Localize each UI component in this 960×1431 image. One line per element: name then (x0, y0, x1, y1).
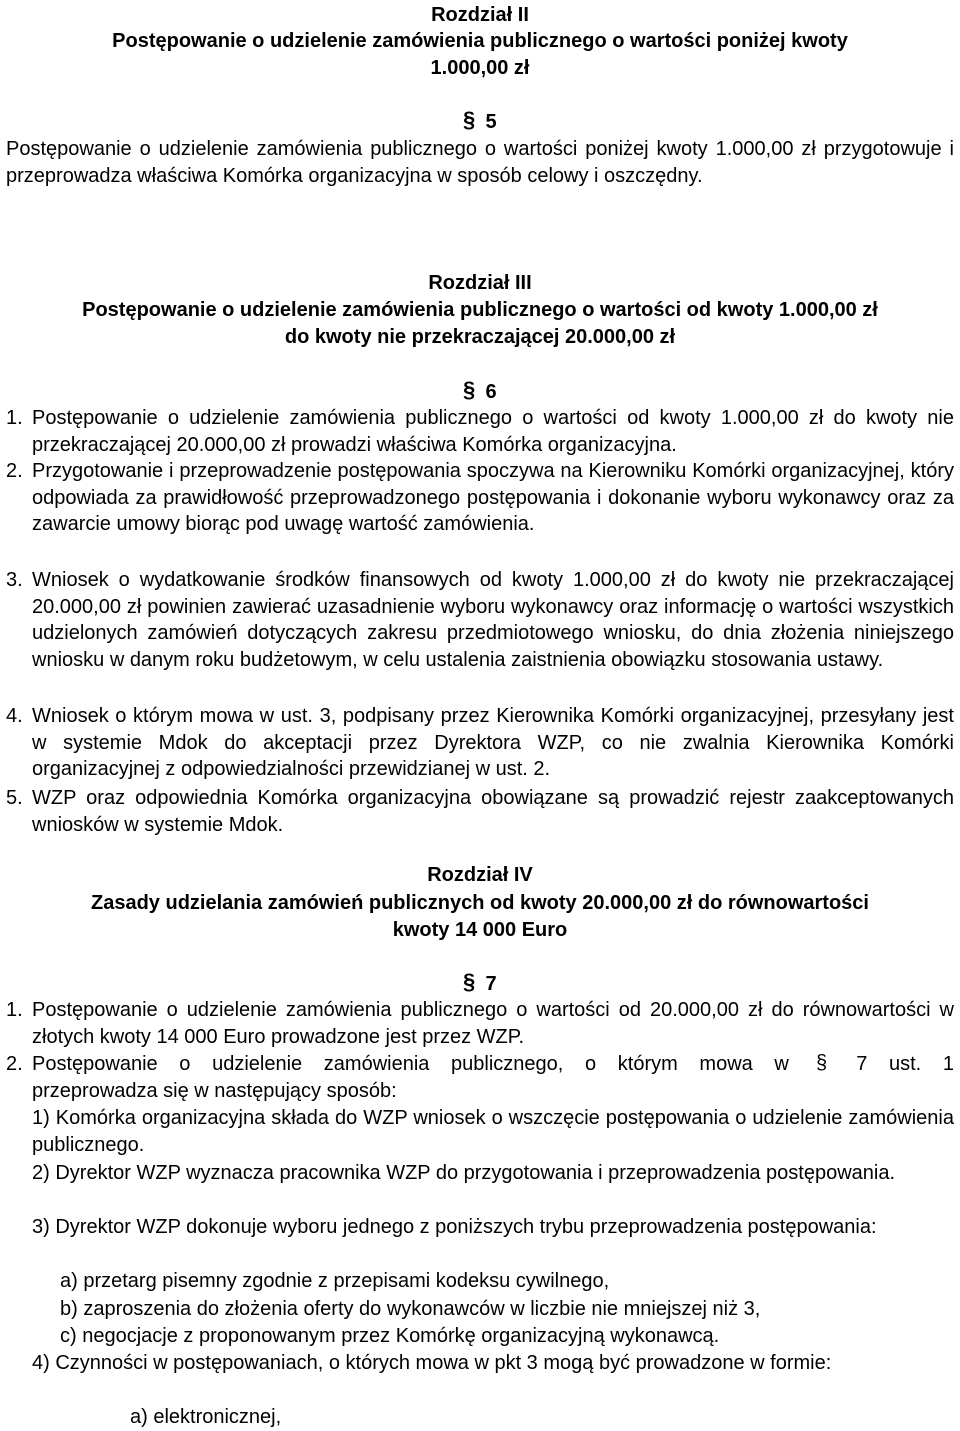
item-number: 2. (6, 460, 23, 482)
subitem-number: 3) (32, 1216, 50, 1238)
item-text-part-a: Postępowanie o udzielenie zamówienia publicznego, o którym mowa w (32, 1053, 789, 1075)
paragraph-6-number: 6 (485, 381, 497, 403)
subitem-number: 4) (32, 1352, 50, 1374)
subitem-body: Komórka organizacyjna składa do WZP wniosek o wszczęcie postępowania o udzielenie zamówienia publicznego. (32, 1107, 954, 1156)
item-number: 1. (6, 407, 23, 429)
item-number: 5. (6, 787, 23, 809)
subitem-number: 1) (32, 1107, 50, 1129)
paragraph-5-heading (0, 108, 960, 136)
paragraph-6-item-3 (0, 567, 960, 673)
item-number: 2. (6, 1053, 23, 1075)
paragraph-7-subitem-3 (32, 1214, 960, 1241)
paragraph-7-item-1 (0, 997, 960, 1050)
section-sign-icon (463, 970, 479, 994)
letter-item-a: a) przetarg pisemny zgodnie z przepisami kodeksu cywilnego, (60, 1270, 610, 1292)
section-sign-icon (463, 108, 479, 132)
item-number: 1. (6, 999, 23, 1021)
paragraph-5-number: 5 (485, 111, 497, 133)
section-sign-icon (815, 1051, 831, 1073)
paragraph-6-item-4 (0, 703, 960, 783)
subitem-body: Dyrektor WZP wyznacza pracownika WZP do przygotowania i przeprowadzenia postępowania. (55, 1162, 896, 1184)
subitem-text (32, 1350, 954, 1377)
item-number: 4. (6, 705, 23, 727)
paragraph-6-item-2 (0, 458, 960, 538)
svg-text:§: § (463, 970, 476, 994)
chapter-2-title: Rozdział II (431, 4, 529, 26)
item-text-part-b: 7 ust. 1 (856, 1053, 954, 1075)
item-text: Postępowanie o udzielenie zamówienia publicznego o wartości od kwoty 1.000,00 zł do kwoty nie przekraczającej 20.000,00 zł prowadzi właściwa Komórka organizacyjna. (32, 407, 954, 456)
paragraph-6-item-1 (0, 405, 960, 458)
chapter-4-subtitle-line2: kwoty 14 000 Euro (392, 919, 568, 941)
paragraph-6-item-5 (0, 785, 960, 838)
letter-item-b: b) zaproszenia do złożenia oferty do wykonawców w liczbie nie mniejszej niż 3, (60, 1298, 761, 1320)
subitem-body: Czynności w postępowaniach, o których mowa w pkt 3 mogą być prowadzone w formie: (55, 1352, 832, 1374)
subitem-text (32, 1214, 954, 1241)
subitem-body: Dyrektor WZP dokonuje wyboru jednego z poniższych trybu przeprowadzenia postępowania: (55, 1216, 877, 1238)
svg-text:§: § (463, 378, 476, 402)
chapter-2-subtitle-line2: 1.000,00 zł (430, 57, 530, 79)
chapter-4-subtitle-line1: Zasady udzielania zamówień publicznych od kwoty 20.000,00 zł do równowartości (91, 892, 869, 914)
chapter-2-subtitle-line1: Postępowanie o udzielenie zamówienia publicznego o wartości poniżej kwoty (112, 30, 848, 52)
item-text: Wniosek o którym mowa w ust. 3, podpisany przez Kierownika Komórki organizacyjnej, przesyłany jest w systemie Mdok do akceptacji przez Dyrektora WZP, co nie zwalnia Kierownika Komórki organizacyjnej z odpowiedzialności przewidzianej w ust. 2. (32, 705, 954, 780)
subitem-text (32, 1160, 954, 1187)
item-text: WZP oraz odpowiednia Komórka organizacyjna obowiązane są prowadzić rejestr zaakceptowanych wniosków w systemie Mdok. (32, 787, 954, 836)
paragraph-7-subitem-2 (32, 1160, 960, 1187)
chapter-3-subtitle-line1: Postępowanie o udzielenie zamówienia publicznego o wartości od kwoty 1.000,00 zł (82, 299, 878, 321)
item-text-line2: przeprowadza się w następujący sposób: (32, 1079, 397, 1102)
item-number: 3. (6, 569, 23, 591)
svg-text:§: § (463, 108, 476, 132)
svg-text:§: § (815, 1052, 827, 1073)
letter-item-c: c) negocjacje z proponowanym przez Komórkę organizacyjną wykonawcą. (60, 1325, 720, 1347)
item-text: Wniosek o wydatkowanie środków finansowych od kwoty 1.000,00 zł do kwoty nie przekraczającej 20.000,00 zł powinien zawierać uzasadnienie wyboru wykonawcy oraz informację o wartości wszystkich udzielonych zamówień dotyczących zakresu przedmiotowego wniosku, do dnia złożenia niniejszego wniosku w danym roku budżetowym, w celu ustalenia zaistnienia obowiązku stosowania ustawy. (32, 569, 954, 671)
paragraph-7-subitem-4 (32, 1350, 960, 1377)
item-text: Postępowanie o udzielenie zamówienia publicznego o wartości od 20.000,00 zł do równowartości w złotych kwoty 14 000 Euro prowadzone jest przez WZP. (32, 999, 954, 1048)
item-text-line1 (32, 1051, 954, 1078)
subitem-text (32, 1105, 954, 1158)
subitem-number: 2) (32, 1162, 50, 1184)
paragraph-7-number: 7 (485, 973, 497, 995)
paragraph-7-subitem-1 (32, 1105, 960, 1158)
paragraph-7-heading (0, 970, 960, 998)
letter2-item-a: a) elektronicznej, (130, 1406, 282, 1428)
chapter-3-subtitle-line2: do kwoty nie przekraczającej 20.000,00 zł (284, 326, 676, 348)
section-sign-icon (463, 378, 479, 402)
item-text: Przygotowanie i przeprowadzenie postępowania spoczywa na Kierowniku Komórki organizacyjnej, który odpowiada za prawidłowość przeprowadzonego postępowania i dokonanie wyboru wykonawcy oraz za zawarcie umowy biorąc pod uwagę wartość zamówienia. (32, 460, 954, 535)
chapter-3-title: Rozdział III (428, 272, 532, 294)
chapter-4-title: Rozdział IV (427, 864, 533, 886)
paragraph-7-item-2 (0, 1051, 960, 1104)
paragraph-5-text: Postępowanie o udzielenie zamówienia publicznego o wartości poniżej kwoty 1.000,00 zł przygotowuje i przeprowadza właściwa Komórka organizacyjna w sposób celowy i oszczędny. (6, 138, 954, 187)
paragraph-6-heading (0, 378, 960, 406)
